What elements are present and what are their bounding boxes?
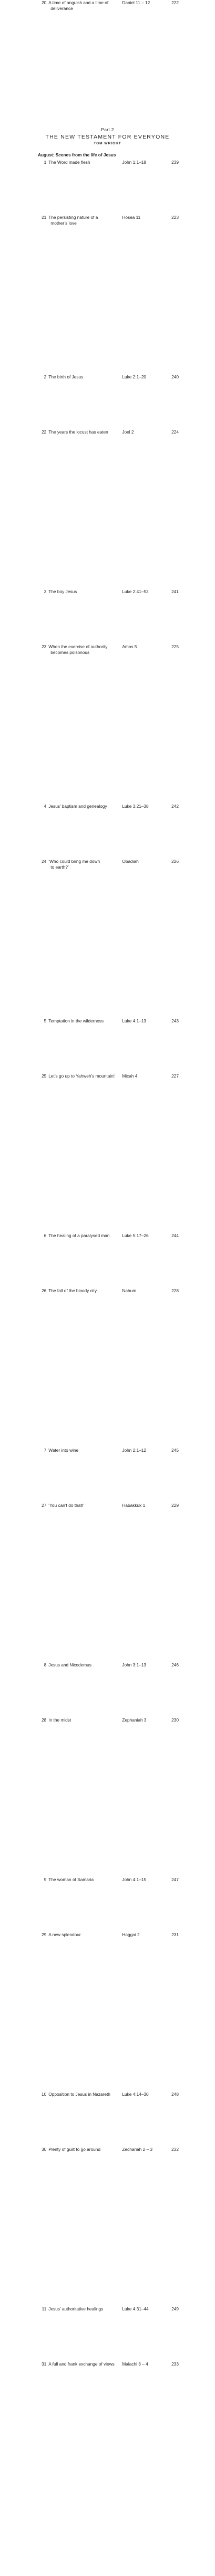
- entry-number: 21: [42, 215, 47, 220]
- entry-page-number: 241: [171, 589, 179, 594]
- entry-number: 10: [42, 2092, 47, 2097]
- entry-page-number: 244: [171, 1233, 179, 1238]
- entry-scripture-reference: Luke 4:1–13: [122, 1018, 147, 1023]
- entry-number: 20: [42, 0, 47, 5]
- entry-number: 28: [42, 1717, 47, 1723]
- entry-scripture-reference: Obadiah: [122, 859, 139, 864]
- toc-entry: [38, 1018, 179, 1233]
- entry-title-continuation: to earth?’: [50, 864, 69, 870]
- entry-number: 5: [44, 1018, 47, 1023]
- entry-page-number: 229: [171, 1503, 179, 1508]
- entry-title-cell: [48, 1018, 122, 1233]
- section-heading: August: Scenes from the life of Jesus: [38, 152, 116, 157]
- entry-title: The fall of the bloody city: [48, 1288, 97, 1293]
- entry-title: A new splendour: [48, 1932, 81, 1937]
- entry-scripture-reference: Luke 4:31–44: [122, 2306, 149, 2311]
- toc-entry: [38, 160, 179, 374]
- entry-title-continuation: deliverance: [50, 5, 73, 11]
- entry-title-cell: [48, 1233, 122, 1448]
- entry-title: Let’s go up to Yahweh’s mountain!: [48, 1073, 115, 1079]
- entry-scripture-reference: John 3:1–13: [122, 1662, 147, 1667]
- entry-number: 27: [42, 1503, 47, 1508]
- entry-number: 25: [42, 1073, 47, 1079]
- entry-scripture-reference: John 2:1–12: [122, 1448, 147, 1453]
- entry-scripture-reference: Zephaniah 3: [122, 1717, 147, 1723]
- toc-entry: [38, 374, 179, 589]
- entry-title: Jesus and Nicodemus: [48, 1662, 91, 1667]
- entry-scripture-reference: Amos 5: [122, 644, 137, 649]
- entry-title: The persisting nature of a: [48, 215, 98, 220]
- toc-entry: [38, 589, 179, 804]
- entry-title: The Word made flesh: [48, 160, 90, 165]
- entry-scripture-reference: Joel 2: [122, 429, 134, 435]
- entry-title-cell: [48, 2092, 122, 2306]
- entry-title: Opposition to Jesus in Nazareth: [48, 2092, 110, 2097]
- entry-scripture-reference: Hosea 11: [122, 215, 141, 220]
- entry-title: ‘You can’t do that!’: [48, 1503, 84, 1508]
- entry-title: The boy Jesus: [48, 589, 77, 594]
- entry-page-number: 233: [171, 2361, 179, 2367]
- entry-number: 1: [44, 160, 47, 165]
- entry-page-number: 224: [171, 429, 179, 435]
- entry-number: 24: [42, 859, 47, 864]
- entry-title-cell: [48, 1662, 122, 1877]
- entry-scripture-reference: John 1:1–18: [122, 160, 147, 165]
- entry-page-number: 223: [171, 215, 179, 220]
- entry-number: 4: [44, 804, 47, 809]
- entry-title: In the midst: [48, 1717, 71, 1723]
- entry-scripture-reference: Nahum: [122, 1288, 137, 1293]
- part-title: THE NEW TESTAMENT FOR EVERYONE: [45, 134, 170, 140]
- entry-number: 30: [42, 2147, 47, 2152]
- entry-page-number: 248: [171, 2092, 179, 2097]
- entry-page-number: 227: [171, 1073, 179, 1079]
- entry-page-number: 231: [171, 1932, 179, 1937]
- entry-number: 7: [44, 1448, 47, 1453]
- entry-scripture-reference: Malachi 3 – 4: [122, 2361, 148, 2367]
- entry-number: 23: [42, 644, 47, 649]
- toc-entry: [38, 804, 179, 1018]
- entry-title: Plenty of guilt to go around: [48, 2147, 101, 2152]
- entry-scripture-reference: Luke 2:41–52: [122, 589, 149, 594]
- entry-title-continuation: becomes poisonous: [50, 649, 90, 655]
- entry-title: Jesus’ authoritative healings: [48, 2306, 104, 2311]
- entry-number: 8: [44, 1662, 47, 1667]
- entry-title: When the exercise of authority: [48, 644, 108, 649]
- entry-page-number: 225: [171, 644, 179, 649]
- entry-page-number: 249: [171, 2306, 179, 2311]
- entry-scripture-reference: John 4:1–15: [122, 1877, 147, 1882]
- entry-title: Jesus’ baptism and genealogy: [48, 804, 107, 809]
- toc-entry: [38, 2092, 179, 2306]
- entry-scripture-reference: Habakkuk 1: [122, 1503, 146, 1508]
- entry-number: 11: [42, 2306, 47, 2311]
- entry-number: 31: [42, 2361, 47, 2367]
- entry-number: 9: [44, 1877, 47, 1882]
- entry-number: 2: [44, 374, 47, 379]
- entry-scripture-reference: Micah 4: [122, 1073, 138, 1079]
- entry-scripture-reference: Luke 2:1–20: [122, 374, 147, 379]
- entry-page-number: 247: [171, 1877, 179, 1882]
- entry-scripture-reference: Zechariah 2 – 3: [122, 2147, 153, 2152]
- entry-title-cell: [48, 1877, 122, 2092]
- toc-entry: [38, 1877, 179, 2092]
- entry-scripture-reference: Luke 4:14–30: [122, 2092, 149, 2097]
- entry-scripture-reference: Haggai 2: [122, 1932, 140, 1937]
- part-label: Part 2: [101, 127, 114, 132]
- toc-table-bottom: [38, 160, 179, 2521]
- entry-title: The years the locust has eaten: [48, 429, 108, 435]
- entry-scripture-reference: Luke 5:17–26: [122, 1233, 149, 1238]
- entry-title-cell: [48, 160, 122, 374]
- entry-title: A time of anguish and a time of: [48, 0, 109, 5]
- toc-entry: [38, 1448, 179, 1662]
- entry-page-number: 240: [171, 374, 179, 379]
- entry-title: The healing of a paralysed man: [48, 1233, 110, 1238]
- entry-title-cell: [48, 589, 122, 804]
- entry-title-cell: [48, 1448, 122, 1662]
- entry-page-number: 242: [171, 804, 179, 809]
- entry-page-number: 243: [171, 1018, 179, 1023]
- entry-title: A full and frank exchange of views: [48, 2361, 115, 2367]
- entry-title: Water into wine: [48, 1448, 79, 1453]
- entry-title-cell: [48, 374, 122, 589]
- entry-scripture-reference: Luke 3:21–38: [122, 804, 149, 809]
- entry-title: Temptation in the wilderness: [48, 1018, 104, 1023]
- toc-entry: [38, 1662, 179, 1877]
- entry-number: 3: [44, 589, 47, 594]
- entry-page-number: 246: [171, 1662, 179, 1667]
- entry-page-number: 245: [171, 1448, 179, 1453]
- entry-title-cell: [48, 804, 122, 1018]
- entry-title: The birth of Jesus: [48, 374, 84, 379]
- entry-number: 29: [42, 1932, 47, 1937]
- entry-page-number: 228: [171, 1288, 179, 1293]
- entry-page-number: 239: [171, 160, 179, 165]
- entry-page-number: 226: [171, 859, 179, 864]
- entry-title-cell: [48, 2306, 122, 2521]
- entry-title-continuation: mother’s love: [50, 220, 77, 226]
- entry-number: 26: [42, 1288, 47, 1293]
- part-author: TOM WRIGHT: [94, 142, 121, 145]
- toc-entry: [38, 2306, 179, 2521]
- entry-number: 6: [44, 1233, 47, 1238]
- entry-title: The woman of Samaria: [48, 1877, 94, 1882]
- entry-page-number: 232: [171, 2147, 179, 2152]
- entry-number: 22: [42, 429, 47, 435]
- entry-page-number: 230: [171, 1717, 179, 1723]
- entry-scripture-reference: Daniel 11 – 12: [122, 0, 150, 5]
- entry-page-number: 222: [171, 0, 179, 5]
- entry-title: ‘Who could bring me down: [48, 859, 100, 864]
- toc-entry: [38, 1233, 179, 1448]
